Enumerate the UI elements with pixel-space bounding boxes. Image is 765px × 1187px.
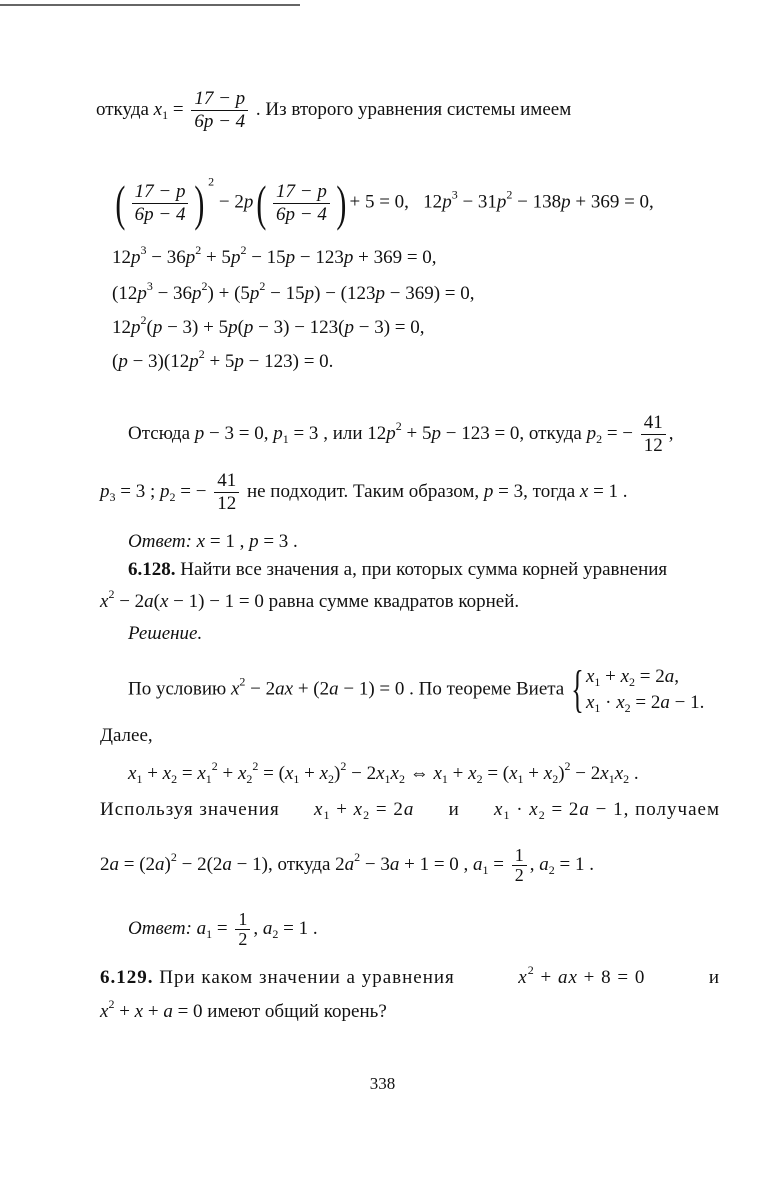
text-otkuda-plain: , откуда	[267, 853, 331, 875]
answer-label-2: Ответ:	[128, 917, 192, 939]
equation-step-4: $(p - 3)(12p^2 + 5p - 123) = 0$.	[112, 347, 334, 372]
line-p3: $p_3 = 3$ ; $p_2$ = − $\frac{41}{12}$ не подходит. Таким образом, p = 3, тогда x = 1 .	[100, 470, 628, 514]
text-otkuda: откуда	[96, 98, 149, 120]
problem-128-line	[128, 558, 667, 582]
text-otkuda-comma: , откуда	[519, 422, 582, 444]
solution-label-text: Решение.	[128, 623, 203, 644]
text-po-teoreme-vieta: . По теореме Виета	[409, 678, 565, 700]
answer-label-1: Ответ:	[128, 531, 192, 552]
line-vieta: По условию $x^2 - 2ax + (2a - 1) = 0$ . По теореме Виета { $x_1 + x_2 = 2a$, $x_1 \cdot x_2 = 2a - 1$.	[128, 661, 705, 718]
problem-129-tail: имеют общий корень?	[207, 1001, 387, 1022]
equation-step-1: $12p^3 - 36p^2 + 5p^2 - 15p - 123p + 369 = 0$,	[112, 243, 437, 268]
text-from-second-eq: . Из второго уравнения системы имеем	[255, 98, 572, 120]
top-rule	[0, 4, 300, 6]
equation-step-2: $(12p^3 - 36p^2) + (5p^2 - 15p) - (123p - 369) = 0$,	[112, 279, 475, 304]
text-ispolzuya: Используя значения	[100, 799, 280, 820]
line-roots-p: Отсюда p − 3 = 0, $p_1 = 3$ , или $12p^2 + 5p - 123 = 0$, откуда $p_2$ = − $\frac{41}{12}$ ,	[128, 412, 674, 456]
problem-129-second-line: $x^2 + x + a = 0$ имеют общий корень?	[100, 997, 387, 1022]
text-ili: , или	[323, 422, 363, 444]
text-dalee	[100, 724, 153, 748]
answer-2: Ответ: $a_1$ = $\frac{1}{2}$ , $a_2 = 1$ .	[128, 909, 318, 949]
answer-1: Ответ: x = 1 , p = 3 .	[128, 531, 298, 552]
equation-step-3: $12p^2(p - 3) + 5p(p - 3) - 123(p - 3) = 0$,	[112, 313, 425, 338]
text-dalee-word: Далее,	[100, 725, 153, 746]
text-po-usloviyu: По условию	[128, 678, 227, 700]
equation-2a: $2a = (2a)^2 - 2(2a - 1)$, откуда $2a^2 - 3a + 1 = 0$ , $a_1$ = $\frac{1}{2}$ , $a_2 = 1$ .	[100, 845, 594, 885]
problem-129-i: и	[708, 967, 720, 988]
text-togda: , тогда	[523, 480, 576, 502]
problem-129-text: При каком значении a уравнения	[159, 967, 455, 988]
problem-128-equation: $x^2 - 2a(x - 1) - 1 = 0$ равна сумме квадратов корней.	[100, 587, 520, 612]
page-number: 338	[369, 1074, 396, 1093]
problem-128-number: 6.128.	[128, 559, 176, 580]
problem-128-tail: равна сумме квадратов корней.	[268, 591, 520, 612]
solution-label	[128, 622, 202, 646]
line-ispolzuya: Используя значения $x_1 + x_2 = 2a$ и $x_1 \cdot x_2 = 2a - 1$, получаем	[100, 799, 720, 822]
problem-129-number: 6.129.	[100, 967, 154, 988]
text-ne-podkhodit: не подходит. Таким образом,	[246, 480, 480, 502]
text-i: и	[448, 799, 460, 820]
equation-substitution: ( $\frac{17 - p}{6p - 4}$ ) $^2$ − 2p( $\frac{17 - p}{6p - 4}$ ) + 5 = 0, $12p^3 - 31p^2 - 138p + 369 = 0$,	[115, 174, 654, 231]
line-x1-expression: откуда $x_1$ = $\frac{17 - p}{6p - 4}$ . Из второго уравнения системы имеем	[96, 88, 572, 132]
text-poluchaem: , получаем	[623, 799, 720, 820]
equation-sum-squares: $x_1 + x_2 = x_1^2 + x_2^2 = (x_1 + x_2)^2 - 2x_1x_2$ ⇔ $x_1 + x_2 = (x_1 + x_2)^2 - 2x_1x_2$ .	[128, 759, 639, 786]
problem-129-line: 6.129. При каком значении a уравнения $x^2$ + ax + 8 = 0 и	[100, 963, 720, 988]
fraction-17-p: $\frac{17 - p}{6p - 4}$	[191, 88, 248, 133]
text-otsyuda: Отсюда	[128, 422, 191, 444]
problem-128-text: Найти все значения a, при которых сумма корней уравнения	[180, 559, 668, 580]
